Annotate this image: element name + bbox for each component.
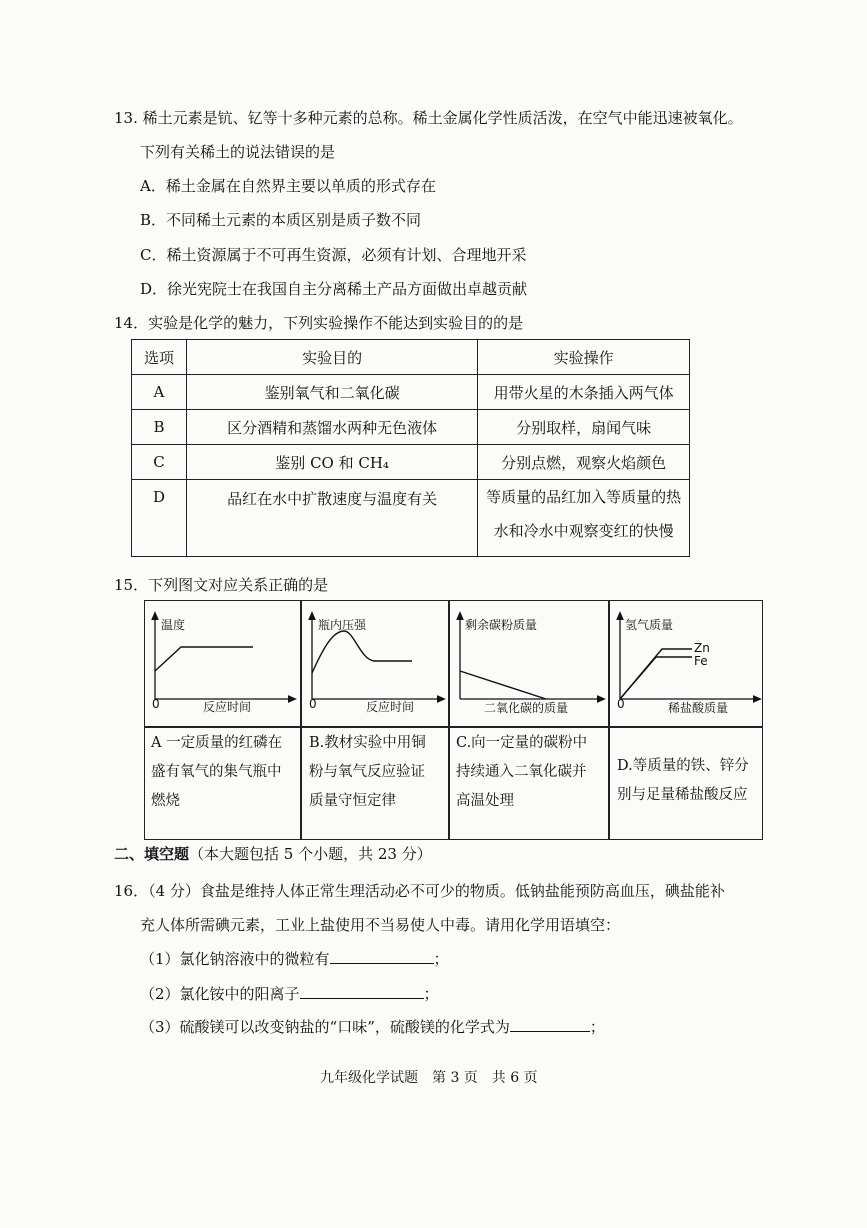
- row-option: D: [132, 480, 187, 557]
- caption-b-line: 质量守恒定律: [309, 793, 396, 809]
- graph-c-xlabel: 二氧化碳的质量: [484, 701, 569, 715]
- q16-stem-line1: 16．（4 分）食盐是维持人体正常生理活动必不可少的物质。低钠盐能预防高血压，碘盐能补: [114, 882, 725, 900]
- q16-item-1: [140, 948, 449, 969]
- section-heading: [114, 843, 432, 864]
- divider: [145, 726, 762, 728]
- answer-blank[interactable]: [510, 1017, 590, 1032]
- answer-blank[interactable]: [330, 949, 434, 964]
- caption-c-line: 高温处理: [456, 793, 514, 809]
- table-row: [132, 375, 690, 410]
- graph-d: [610, 601, 764, 726]
- row-purpose: 鉴别氧气和二氧化碳: [186, 375, 477, 410]
- q16-item-end: ；: [589, 1018, 605, 1036]
- row-operation: 分别取样，扇闻气味: [478, 410, 690, 445]
- graph-d-ylabel: 氢气质量: [625, 618, 674, 632]
- q16-item-3: [140, 1016, 605, 1037]
- caption-b-line: B.教材实验中用铜: [309, 735, 426, 751]
- q16-item-end: ；: [423, 985, 439, 1003]
- q16-item-text: （2）氯化铵中的阳离子: [140, 985, 300, 1003]
- table-row: [132, 445, 690, 480]
- graph-b-origin: 0: [309, 697, 317, 711]
- page-footer: 九年级化学试题 第 3 页 共 6 页: [320, 1070, 538, 1086]
- graph-d-series-fe: Fe: [694, 654, 708, 668]
- graph-c-ylabel: 剩余碳粉质量: [465, 618, 538, 632]
- graph-b-xlabel: 反应时间: [366, 700, 415, 714]
- q16-item-end: ；: [433, 950, 449, 968]
- caption-c-line: C.向一定量的碳粉中: [456, 735, 588, 751]
- row-operation-line2: 水和冷水中观察变红的快慢: [493, 522, 674, 540]
- caption-b-line: 粉与氧气反应验证: [309, 764, 425, 780]
- q13-option-d: D．徐光宪院士在我国自主分离稀土产品方面做出卓越贡献: [140, 280, 528, 298]
- row-purpose: 鉴别 CO 和 CH₄: [186, 445, 477, 480]
- caption-d-line: 别与足量稀盐酸反应: [617, 787, 748, 803]
- graph-d-xlabel: 稀盐酸质量: [668, 701, 729, 715]
- q16-item-text: （3）硫酸镁可以改变钠盐的“口味”，硫酸镁的化学式为: [140, 1018, 510, 1036]
- caption-c: [456, 729, 602, 816]
- header-purpose: 实验目的: [186, 340, 477, 375]
- graph-a-ylabel: 温度: [161, 618, 186, 632]
- table-row: [132, 480, 690, 557]
- row-purpose: 品红在水中扩散速度与温度有关: [186, 480, 477, 557]
- q14-table: [131, 339, 690, 557]
- caption-d: [617, 752, 763, 810]
- section-title: 二、填空题: [114, 845, 190, 863]
- graph-d-origin: 0: [617, 697, 625, 711]
- graph-a-origin: 0: [152, 697, 160, 711]
- answer-blank[interactable]: [300, 984, 424, 999]
- q13-option-a: A．稀土金属在自然界主要以单质的形式存在: [140, 177, 436, 195]
- graph-b: [302, 601, 448, 726]
- section-note: （本大题包括 5 个小题，共 23 分）: [189, 845, 432, 863]
- q16-item-text: （1）氯化钠溶液中的微粒有: [140, 950, 330, 968]
- q14-stem: 14．实验是化学的魅力，下列实验操作不能达到实验目的的是: [114, 314, 524, 332]
- caption-a-line: 盛有氧气的集气瓶中: [151, 764, 282, 780]
- q16-item-2: [140, 983, 439, 1004]
- caption-a-line: 燃烧: [151, 793, 180, 809]
- caption-d-line: D.等质量的铁、锌分: [617, 758, 749, 774]
- graph-b-ylabel: 瓶内压强: [318, 618, 367, 632]
- row-option: A: [132, 375, 187, 410]
- header-option: 选项: [132, 340, 187, 375]
- row-option: C: [132, 445, 187, 480]
- header-operation: 实验操作: [478, 340, 690, 375]
- q13-stem-line1: 13. 稀土元素是钪、钇等十多种元素的总称。稀土金属化学性质活泼，在空气中能迅速被氧化。: [114, 109, 743, 127]
- caption-c-line: 持续通入二氧化碳并: [456, 764, 587, 780]
- q16-stem-line2: 充人体所需碘元素，工业上盐使用不当易使人中毒。请用化学用语填空：: [140, 916, 621, 934]
- graph-a: [145, 601, 300, 726]
- graph-c: [450, 601, 608, 726]
- q13-stem-line2: 下列有关稀土的说法错误的是: [140, 143, 336, 161]
- q15-figure-grid: [144, 600, 763, 840]
- table-row: [132, 410, 690, 445]
- graph-a-xlabel: 反应时间: [203, 700, 252, 714]
- row-purpose: 区分酒精和蒸馏水两种无色液体: [186, 410, 477, 445]
- graph-d-series-zn: Zn: [694, 641, 710, 655]
- caption-b: [309, 729, 455, 816]
- row-operation-line1: 等质量的品红加入等质量的热: [486, 488, 682, 506]
- caption-a-line: A 一定质量的红磷在: [151, 735, 283, 751]
- row-operation: 分别点燃，观察火焰颜色: [478, 445, 690, 480]
- q13-option-b: B．不同稀土元素的本质区别是质子数不同: [140, 211, 422, 229]
- q13-option-c: C．稀土资源属于不可再生资源，必须有计划、合理地开采: [140, 246, 527, 264]
- caption-a: [151, 729, 297, 816]
- q15-stem: 15．下列图文对应关系正确的是: [114, 576, 329, 594]
- row-option: B: [132, 410, 187, 445]
- row-operation-cell: [478, 480, 690, 557]
- table-header-row: [132, 340, 690, 375]
- row-operation: 用带火星的木条插入两气体: [478, 375, 690, 410]
